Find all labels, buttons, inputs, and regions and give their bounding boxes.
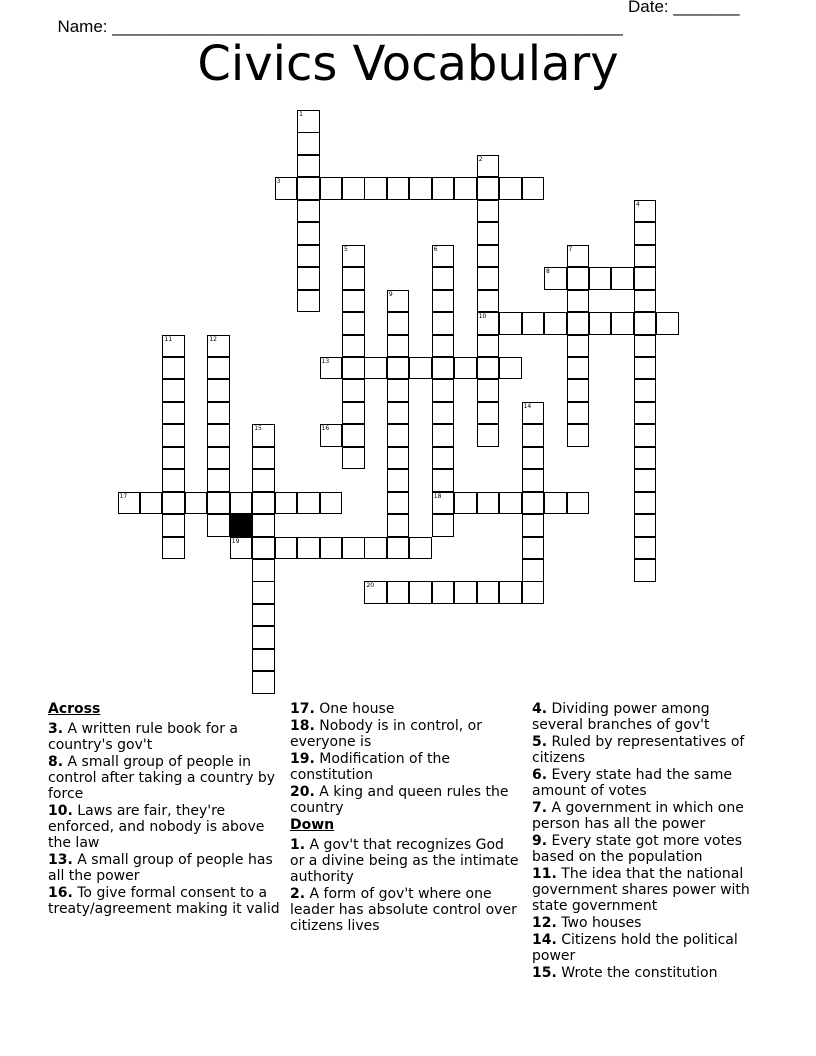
crossword-cell[interactable]: [567, 379, 590, 402]
clue-number-label: 5: [344, 245, 348, 253]
down-heading: Down: [290, 817, 335, 833]
crossword-cell[interactable]: [342, 379, 365, 402]
crossword-cell[interactable]: [432, 581, 455, 604]
crossword-cell[interactable]: [634, 424, 657, 447]
crossword-cell[interactable]: [567, 492, 590, 515]
crossword-cell[interactable]: [275, 537, 298, 560]
crossword-cell[interactable]: [207, 514, 230, 537]
crossword-cell[interactable]: [611, 267, 634, 290]
crossword-cell[interactable]: [499, 581, 522, 604]
clue-item: 13. A small group of people has all the power: [48, 852, 273, 884]
clue-number-label: 1: [299, 111, 303, 118]
crossword-black-square: [230, 514, 253, 537]
clue-number-label: 17: [119, 492, 128, 500]
clue-number: 12.: [532, 915, 557, 931]
crossword-cell[interactable]: [432, 290, 455, 313]
crossword-cell[interactable]: [499, 492, 522, 515]
crossword-cell[interactable]: [567, 357, 590, 380]
crossword-cell[interactable]: [634, 335, 657, 358]
crossword-cell[interactable]: [342, 335, 365, 358]
clue-number: 4.: [532, 701, 548, 717]
clue-number: 20.: [290, 784, 315, 800]
crossword-cell[interactable]: [432, 357, 455, 380]
crossword-cell[interactable]: [342, 312, 365, 335]
crossword-cell[interactable]: [634, 559, 657, 582]
clue-item: 14. Citizens hold the political power: [532, 932, 738, 964]
clue-column-2: [290, 701, 522, 935]
crossword-cell[interactable]: [477, 222, 500, 245]
crossword-cell[interactable]: [252, 649, 275, 672]
crossword-cell[interactable]: [252, 537, 275, 560]
clue-number-label: 19: [231, 537, 240, 545]
crossword-cell[interactable]: [522, 469, 545, 492]
crossword-cell[interactable]: [522, 312, 545, 335]
crossword-cell[interactable]: [297, 132, 320, 155]
clue-number-label: 2: [478, 155, 483, 163]
crossword-cell[interactable]: [567, 312, 590, 335]
crossword-cell[interactable]: [432, 469, 455, 492]
clue-number: 9.: [532, 833, 548, 849]
clue-number: 15.: [532, 965, 557, 981]
crossword-cell[interactable]: [522, 492, 545, 515]
crossword-cell[interactable]: [387, 357, 410, 380]
crossword-cell[interactable]: [297, 267, 320, 290]
clue-item: 10. Laws are fair, they're enforced, and nobody is above the law: [48, 803, 265, 851]
crossword-cell[interactable]: [342, 537, 365, 560]
crossword-cell[interactable]: [544, 492, 567, 515]
crossword-cell[interactable]: [477, 335, 500, 358]
crossword-cell[interactable]: [567, 290, 590, 313]
clue-number-label: 9: [388, 290, 393, 298]
crossword-cell[interactable]: [409, 177, 432, 200]
clue-number-label: 20: [366, 582, 375, 590]
crossword-cell[interactable]: [454, 581, 477, 604]
crossword-cell[interactable]: [207, 357, 230, 380]
crossword-cell[interactable]: [252, 559, 275, 582]
crossword-cell[interactable]: [634, 267, 657, 290]
clue-item: 5. Ruled by representatives of citizens: [532, 734, 745, 766]
crossword-cell[interactable]: [477, 424, 500, 447]
crossword-cell[interactable]: [656, 312, 679, 335]
crossword-cell[interactable]: [297, 537, 320, 560]
crossword-cell[interactable]: [432, 514, 455, 537]
crossword-cell[interactable]: [252, 514, 275, 537]
crossword-cell[interactable]: [567, 402, 590, 425]
crossword-cell[interactable]: [634, 447, 657, 470]
crossword-cell[interactable]: [499, 312, 522, 335]
crossword-cell[interactable]: [477, 245, 500, 268]
clue-item: 9. Every state got more votes based on the population: [532, 833, 743, 865]
crossword-cell[interactable]: [477, 402, 500, 425]
crossword-cell[interactable]: [634, 492, 657, 515]
clue-number-label: 11: [164, 335, 173, 343]
clue-item: 16. To give formal consent to a treaty/agreement making it valid: [48, 885, 280, 917]
crossword-cell[interactable]: [252, 626, 275, 649]
clue-item: 15. Wrote the constitution: [532, 965, 718, 981]
crossword-cell[interactable]: [387, 177, 410, 200]
crossword-cell[interactable]: [477, 177, 500, 200]
crossword-cell[interactable]: [454, 177, 477, 200]
crossword-cell[interactable]: [409, 357, 432, 380]
crossword-cell[interactable]: [522, 447, 545, 470]
clue-number: 1.: [290, 837, 306, 853]
crossword-cell[interactable]: [387, 447, 410, 470]
clue-item: 1. A gov't that recognizes God or a divine being as the intimate authority: [290, 837, 519, 885]
clue-item: 11. The idea that the national government shares power with state government: [532, 866, 750, 914]
crossword-cell[interactable]: [477, 267, 500, 290]
crossword-cell[interactable]: [320, 537, 343, 560]
crossword-cell[interactable]: [207, 402, 230, 425]
crossword-cell[interactable]: [252, 581, 275, 604]
clue-number-label: 15: [254, 425, 262, 433]
crossword-cell[interactable]: [634, 469, 657, 492]
crossword-cell[interactable]: [162, 447, 185, 470]
crossword-cell[interactable]: [387, 514, 410, 537]
clue-number: 5.: [532, 734, 548, 750]
clue-number: 17.: [290, 701, 315, 717]
crossword-cell[interactable]: [522, 537, 545, 560]
clue-number: 10.: [48, 803, 73, 819]
crossword-cell[interactable]: [252, 447, 275, 470]
crossword-cell[interactable]: [297, 177, 320, 200]
crossword-cell[interactable]: [477, 290, 500, 313]
crossword-cell[interactable]: [634, 537, 657, 560]
clue-item: 7. A government in which one person has all the power: [532, 800, 744, 832]
crossword-cell[interactable]: [387, 469, 410, 492]
crossword-cell[interactable]: [432, 447, 455, 470]
page-title: Civics Vocabulary: [197, 36, 619, 92]
crossword-cell[interactable]: [207, 379, 230, 402]
crossword-cell[interactable]: [342, 290, 365, 313]
crossword-cell[interactable]: [522, 581, 545, 604]
crossword-cell[interactable]: [387, 312, 410, 335]
clue-number: 18.: [290, 718, 315, 734]
clue-number: 14.: [532, 932, 557, 948]
clue-item: 18. Nobody is in control, or everyone is: [290, 718, 482, 750]
clue-number-label: 14: [523, 402, 532, 410]
clue-column-3: [532, 701, 764, 982]
clue-number-label: 16: [321, 425, 330, 433]
crossword-cell[interactable]: [522, 424, 545, 447]
crossword-cell[interactable]: [297, 222, 320, 245]
clue-number-label: 4: [635, 200, 640, 208]
clue-number: 7.: [532, 800, 548, 816]
crossword-cell[interactable]: [522, 514, 545, 537]
clue-number: 2.: [290, 886, 306, 902]
crossword-cell[interactable]: [162, 424, 185, 447]
crossword-cell[interactable]: [297, 155, 320, 178]
crossword-cell[interactable]: [454, 492, 477, 515]
crossword-cell[interactable]: [477, 379, 500, 402]
crossword-cell[interactable]: [634, 514, 657, 537]
crossword-cell[interactable]: [387, 424, 410, 447]
crossword-cell[interactable]: [432, 424, 455, 447]
crossword-cell[interactable]: [297, 245, 320, 268]
crossword-cell[interactable]: [567, 267, 590, 290]
crossword-cell[interactable]: [634, 222, 657, 245]
crossword-cell[interactable]: [589, 312, 612, 335]
crossword-cell[interactable]: [364, 537, 387, 560]
clue-item: 3. A written rule book for a country's gov't: [48, 721, 238, 753]
crossword-cell[interactable]: [387, 492, 410, 515]
crossword-cell[interactable]: [634, 290, 657, 313]
crossword-cell[interactable]: [477, 357, 500, 380]
crossword-cell[interactable]: [342, 177, 365, 200]
crossword-cell[interactable]: [320, 492, 343, 515]
clue-number: 19.: [290, 751, 315, 767]
crossword-cell[interactable]: [499, 357, 522, 380]
clue-item: 6. Every state had the same amount of votes: [532, 767, 733, 799]
crossword-cell[interactable]: [162, 514, 185, 537]
crossword-cell[interactable]: [477, 581, 500, 604]
clue-item: 4. Dividing power among several branches of gov't: [532, 701, 710, 733]
crossword-cell[interactable]: [207, 424, 230, 447]
clue-item: 12. Two houses: [532, 915, 642, 931]
crossword-cell[interactable]: [320, 177, 343, 200]
crossword-cell[interactable]: [162, 469, 185, 492]
crossword-cell[interactable]: [252, 671, 275, 694]
crossword-cell[interactable]: [230, 492, 253, 515]
crossword-cell[interactable]: [432, 177, 455, 200]
crossword-cell[interactable]: [522, 559, 545, 582]
crossword-cell[interactable]: [342, 447, 365, 470]
crossword-cell[interactable]: [162, 537, 185, 560]
clue-number: 16.: [48, 885, 73, 901]
clue-number: 8.: [48, 754, 64, 770]
crossword-cell[interactable]: [387, 537, 410, 560]
crossword-cell[interactable]: [387, 581, 410, 604]
crossword-cell[interactable]: [432, 402, 455, 425]
clue-item: 2. A form of gov't where one leader has absolute control over citizens lives: [290, 886, 517, 934]
clue-item: 17. One house: [290, 701, 395, 717]
clue-number-label: 10: [478, 313, 487, 321]
crossword-cell[interactable]: [432, 267, 455, 290]
clue-number: 6.: [532, 767, 548, 783]
crossword-cell[interactable]: [634, 379, 657, 402]
clue-number-label: 12: [209, 335, 217, 343]
crossword-cell[interactable]: [364, 357, 387, 380]
crossword-cell[interactable]: [185, 492, 208, 515]
crossword-cell[interactable]: [387, 379, 410, 402]
crossword-cell[interactable]: [477, 492, 500, 515]
across-heading: Across: [48, 701, 101, 717]
date-field-label[interactable]: Date: _______: [628, 0, 740, 16]
crossword-cell[interactable]: [611, 312, 634, 335]
crossword-cell[interactable]: [409, 581, 432, 604]
clue-number-label: 8: [546, 268, 550, 276]
crossword-cell[interactable]: [634, 357, 657, 380]
crossword-cell[interactable]: [634, 245, 657, 268]
crossword-cell[interactable]: [162, 402, 185, 425]
crossword-cell[interactable]: [432, 335, 455, 358]
clue-number-label: 18: [433, 492, 442, 500]
crossword-cell[interactable]: [297, 290, 320, 313]
clue-number: 11.: [532, 866, 557, 882]
crossword-cell[interactable]: [252, 492, 275, 515]
crossword-cell[interactable]: [387, 335, 410, 358]
clue-item: 8. A small group of people in control after taking a country by force: [48, 754, 276, 802]
crossword-cell[interactable]: [387, 402, 410, 425]
clue-number-label: 3: [276, 178, 281, 186]
clue-number: 13.: [48, 852, 73, 868]
crossword-cell[interactable]: [252, 469, 275, 492]
crossword-cell[interactable]: [364, 177, 387, 200]
clue-item: 20. A king and queen rules the country: [290, 784, 509, 816]
crossword-cell[interactable]: [297, 492, 320, 515]
clue-column-1: [48, 701, 280, 918]
crossword-cell[interactable]: [432, 379, 455, 402]
crossword-cell[interactable]: [252, 604, 275, 627]
crossword-cell[interactable]: [634, 312, 657, 335]
crossword-cell[interactable]: [342, 267, 365, 290]
clue-number-label: 13: [321, 357, 330, 365]
crossword-cell[interactable]: [409, 537, 432, 560]
clue-item: 19. Modification of the constitution: [290, 751, 450, 783]
crossword-cell[interactable]: [634, 402, 657, 425]
crossword-cell[interactable]: [297, 200, 320, 223]
crossword-cell[interactable]: [342, 424, 365, 447]
crossword-cell[interactable]: [432, 312, 455, 335]
clue-number: 3.: [48, 721, 64, 737]
name-field-label[interactable]: Name: ______________________________________________________: [57, 17, 623, 36]
crossword-cell[interactable]: [342, 357, 365, 380]
crossword-cell[interactable]: [589, 267, 612, 290]
crossword-cell[interactable]: [140, 492, 163, 515]
crossword-cell[interactable]: [477, 200, 500, 223]
crossword-cell[interactable]: [499, 177, 522, 200]
crossword-cell[interactable]: [454, 357, 477, 380]
crossword-cell[interactable]: [162, 492, 185, 515]
clue-number-label: 7: [568, 245, 573, 253]
crossword-cell[interactable]: [207, 469, 230, 492]
crossword-cell[interactable]: [567, 424, 590, 447]
crossword-cell[interactable]: [162, 379, 185, 402]
crossword-cell[interactable]: [207, 492, 230, 515]
crossword-cell[interactable]: [275, 492, 298, 515]
crossword-cell[interactable]: [162, 357, 185, 380]
crossword-cell[interactable]: [207, 447, 230, 470]
crossword-cell[interactable]: [544, 312, 567, 335]
crossword-cell[interactable]: [342, 402, 365, 425]
clue-number-label: 6: [433, 245, 438, 253]
crossword-cell[interactable]: [522, 177, 545, 200]
crossword-cell[interactable]: [567, 335, 590, 358]
